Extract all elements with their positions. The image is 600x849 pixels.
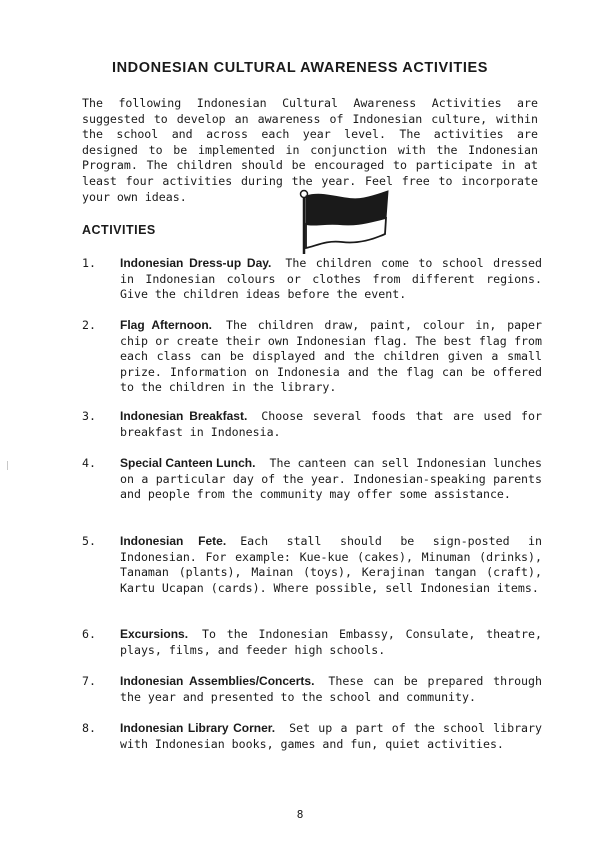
activity-number: 1. bbox=[82, 256, 96, 270]
activity-text: Each stall should be sign-posted in Indonesian. For example: Kue-kue (cakes), Minuman (drinks), Tanaman (plants), Mainan (toys), Kerajinan tangan (craft), Kartu Ucapan (cards). Where possible, sell Indonesian items. bbox=[120, 534, 542, 595]
activity-title: Indonesian Dress-up Day. bbox=[120, 256, 272, 270]
activity-number: 4. bbox=[82, 456, 96, 470]
page-title: INDONESIAN CULTURAL AWARENESS ACTIVITIES bbox=[111, 60, 489, 76]
intro-paragraph: The following Indonesian Cultural Awareness Activities are suggested to develop an awareness of Indonesian culture, within the school and across each year level. The activities are designed to be implemented in conjunction with the Indonesian Program. The children should be encouraged to participate in at least four activities during the year. Feel free to incorporate your own ideas. bbox=[82, 96, 538, 204]
activity-number: 2. bbox=[82, 318, 96, 332]
activity-text: These can be prepared through the year and presented to the school and community. bbox=[120, 674, 542, 704]
activity-title: Indonesian Fete. bbox=[120, 534, 227, 548]
activity-title: Special Canteen Lunch. bbox=[120, 456, 256, 470]
activity-title: Indonesian Assemblies/Concerts. bbox=[120, 674, 315, 688]
activity-title: Indonesian Library Corner. bbox=[120, 721, 276, 735]
activity-number: 8. bbox=[82, 721, 96, 735]
activities-heading: ACTIVITIES bbox=[82, 223, 156, 237]
activity-item-3 bbox=[82, 409, 542, 440]
activity-number: 3. bbox=[82, 409, 96, 423]
activity-item-5 bbox=[82, 534, 542, 596]
activity-title: Flag Afternoon. bbox=[120, 318, 213, 332]
activity-number: 7. bbox=[82, 674, 96, 688]
activity-item-8 bbox=[82, 721, 542, 752]
page-number: 8 bbox=[296, 808, 304, 821]
activity-text: The children come to school dressed in Indonesian colours or clothes from different regions. Give the children ideas before the event. bbox=[120, 256, 542, 302]
activity-item-7 bbox=[82, 674, 542, 705]
activity-text: Set up a part of the school library with Indonesian books, games and fun, quiet activities. bbox=[120, 721, 543, 751]
scan-speck bbox=[7, 461, 8, 470]
activity-text: Choose several foods that are used for breakfast in Indonesia. bbox=[120, 409, 542, 439]
activity-item-1 bbox=[82, 256, 542, 303]
activity-title: Excursions. bbox=[120, 627, 189, 641]
activity-text: The canteen can sell Indonesian lunches on a particular day of the year. Indonesian-speaking parents and people from the community may offer some assistance. bbox=[120, 456, 542, 502]
activity-item-2 bbox=[82, 318, 542, 396]
activity-title: Indonesian Breakfast. bbox=[120, 409, 248, 423]
activity-text: To the Indonesian Embassy, Consulate, theatre, plays, films, and feeder high schools. bbox=[120, 627, 542, 657]
activity-item-6 bbox=[82, 627, 542, 658]
activity-number: 6. bbox=[82, 627, 96, 641]
activity-number: 5. bbox=[82, 534, 96, 548]
indonesian-flag-icon bbox=[298, 188, 394, 254]
activity-text: The children draw, paint, colour in, paper chip or create their own Indonesian flag. The best flag from each class can be displayed and the children given a small prize. Information on Indonesia and the flag can be offered to the children in the library. bbox=[120, 318, 542, 395]
activity-item-4 bbox=[82, 456, 542, 503]
